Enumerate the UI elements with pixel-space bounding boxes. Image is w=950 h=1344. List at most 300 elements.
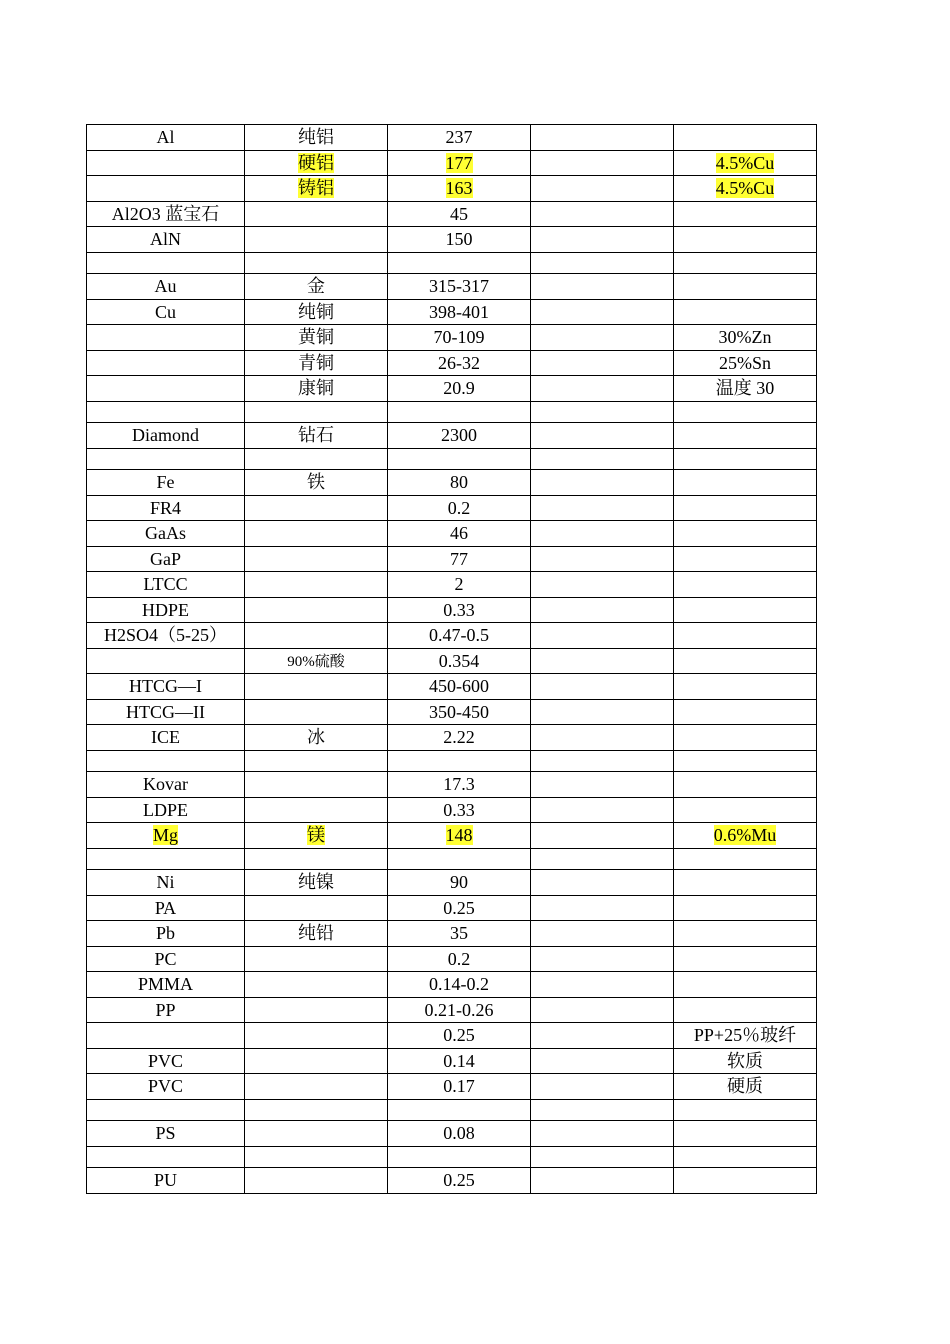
cell-blank xyxy=(531,1121,674,1147)
cell-blank xyxy=(531,848,674,870)
cell-material xyxy=(87,921,245,947)
cell-material xyxy=(87,895,245,921)
table-row xyxy=(87,376,817,402)
cell-text: PMMA xyxy=(137,974,194,995)
cell-material xyxy=(87,946,245,972)
cell-material xyxy=(87,1168,245,1194)
cell-chinese-name xyxy=(245,125,388,151)
cell-note xyxy=(674,750,817,772)
cell-material xyxy=(87,572,245,598)
cell-blank xyxy=(531,597,674,623)
cell-text: 4.5%Cu xyxy=(715,152,775,173)
table-row xyxy=(87,972,817,998)
cell-note xyxy=(674,972,817,998)
cell-chinese-name xyxy=(245,227,388,253)
cell-note xyxy=(674,521,817,547)
cell-text: 77 xyxy=(450,548,468,569)
cell-material xyxy=(87,521,245,547)
cell-text: 青铜 xyxy=(298,352,334,373)
cell-blank xyxy=(531,401,674,423)
cell-value xyxy=(388,623,531,649)
table-row xyxy=(87,797,817,823)
cell-blank xyxy=(531,201,674,227)
cell-text: Ni xyxy=(156,872,175,893)
cell-value xyxy=(388,921,531,947)
cell-note xyxy=(674,546,817,572)
cell-blank xyxy=(531,325,674,351)
cell-chinese-name xyxy=(245,699,388,725)
cell-material xyxy=(87,401,245,423)
cell-text: 163 xyxy=(445,178,473,199)
cell-material xyxy=(87,823,245,849)
cell-material xyxy=(87,376,245,402)
cell-value xyxy=(388,870,531,896)
cell-text: ICE xyxy=(151,727,180,748)
cell-text: Diamond xyxy=(132,425,199,446)
cell-value xyxy=(388,299,531,325)
material-conductivity-table xyxy=(86,124,817,1194)
spacer-row xyxy=(87,252,817,274)
cell-text: 0.6%Mu xyxy=(713,825,777,846)
cell-blank xyxy=(531,350,674,376)
cell-material xyxy=(87,997,245,1023)
cell-blank xyxy=(531,150,674,176)
cell-chinese-name xyxy=(245,997,388,1023)
cell-text: 90%硫酸 xyxy=(287,653,345,670)
cell-material xyxy=(87,1048,245,1074)
cell-value xyxy=(388,772,531,798)
cell-text: 30%Zn xyxy=(718,327,772,348)
cell-text: PS xyxy=(155,1123,176,1144)
cell-value xyxy=(388,1146,531,1168)
cell-material xyxy=(87,150,245,176)
cell-note xyxy=(674,848,817,870)
cell-blank xyxy=(531,895,674,921)
cell-value xyxy=(388,1168,531,1194)
cell-blank xyxy=(531,648,674,674)
cell-blank xyxy=(531,274,674,300)
cell-material xyxy=(87,597,245,623)
cell-chinese-name xyxy=(245,350,388,376)
cell-value xyxy=(388,699,531,725)
cell-text: 0.25 xyxy=(443,897,475,918)
cell-material xyxy=(87,1023,245,1049)
cell-text: Al xyxy=(156,127,175,148)
table-row xyxy=(87,521,817,547)
cell-note xyxy=(674,201,817,227)
cell-note xyxy=(674,648,817,674)
cell-material xyxy=(87,350,245,376)
cell-chinese-name xyxy=(245,274,388,300)
cell-chinese-name xyxy=(245,921,388,947)
cell-material xyxy=(87,448,245,470)
cell-text: 0.25 xyxy=(443,1025,475,1046)
cell-text: LDPE xyxy=(143,799,188,820)
cell-note xyxy=(674,1048,817,1074)
cell-note xyxy=(674,823,817,849)
table-row xyxy=(87,946,817,972)
table-row xyxy=(87,1168,817,1194)
cell-chinese-name xyxy=(245,1074,388,1100)
cell-blank xyxy=(531,921,674,947)
cell-text: 0.33 xyxy=(443,799,475,820)
table-row xyxy=(87,201,817,227)
cell-chinese-name xyxy=(245,495,388,521)
cell-note xyxy=(674,423,817,449)
cell-text: Au xyxy=(154,276,177,297)
cell-material xyxy=(87,797,245,823)
cell-text: 纯铜 xyxy=(298,301,334,322)
cell-blank xyxy=(531,176,674,202)
cell-note xyxy=(674,376,817,402)
table-row xyxy=(87,895,817,921)
cell-blank xyxy=(531,125,674,151)
cell-value xyxy=(388,521,531,547)
table-row xyxy=(87,350,817,376)
cell-material xyxy=(87,1099,245,1121)
cell-value xyxy=(388,1121,531,1147)
cell-chinese-name xyxy=(245,470,388,496)
cell-text: 2 xyxy=(454,574,464,595)
cell-text: 26-32 xyxy=(438,352,480,373)
cell-text: GaP xyxy=(150,548,181,569)
cell-chinese-name xyxy=(245,597,388,623)
cell-value xyxy=(388,546,531,572)
cell-blank xyxy=(531,725,674,751)
cell-note xyxy=(674,572,817,598)
cell-value xyxy=(388,470,531,496)
cell-note xyxy=(674,1168,817,1194)
cell-blank xyxy=(531,623,674,649)
cell-note xyxy=(674,797,817,823)
cell-value xyxy=(388,725,531,751)
cell-material xyxy=(87,201,245,227)
cell-text: 0.2 xyxy=(447,497,471,518)
cell-text: 398-401 xyxy=(429,301,489,322)
cell-text: 冰 xyxy=(307,727,325,748)
cell-blank xyxy=(531,423,674,449)
cell-value xyxy=(388,997,531,1023)
cell-chinese-name xyxy=(245,648,388,674)
cell-chinese-name xyxy=(245,1121,388,1147)
cell-text: 铁 xyxy=(307,472,325,493)
table-row xyxy=(87,1048,817,1074)
cell-text: 纯铅 xyxy=(298,923,334,944)
cell-chinese-name xyxy=(245,1048,388,1074)
cell-note xyxy=(674,1146,817,1168)
cell-text: 纯铝 xyxy=(298,127,334,148)
cell-blank xyxy=(531,252,674,274)
cell-text: 70-109 xyxy=(433,327,485,348)
cell-blank xyxy=(531,448,674,470)
cell-value xyxy=(388,797,531,823)
cell-material xyxy=(87,972,245,998)
spacer-row xyxy=(87,448,817,470)
cell-text: 315-317 xyxy=(429,276,489,297)
cell-text: 康铜 xyxy=(298,378,334,399)
cell-text: 90 xyxy=(450,872,468,893)
cell-blank xyxy=(531,1048,674,1074)
cell-value xyxy=(388,848,531,870)
cell-text: 0.17 xyxy=(443,1076,475,1097)
table-row xyxy=(87,997,817,1023)
cell-material xyxy=(87,1121,245,1147)
cell-chinese-name xyxy=(245,1099,388,1121)
cell-blank xyxy=(531,227,674,253)
cell-blank xyxy=(531,797,674,823)
cell-text: HTCG—I xyxy=(129,676,202,697)
cell-blank xyxy=(531,972,674,998)
table-row xyxy=(87,870,817,896)
cell-text: 镁 xyxy=(307,825,325,846)
cell-text: PP+25％玻纤 xyxy=(693,1025,797,1046)
table-row xyxy=(87,546,817,572)
table-row xyxy=(87,325,817,351)
cell-chinese-name xyxy=(245,376,388,402)
cell-chinese-name xyxy=(245,870,388,896)
cell-chinese-name xyxy=(245,1023,388,1049)
table-row xyxy=(87,921,817,947)
spacer-row xyxy=(87,750,817,772)
cell-value xyxy=(388,495,531,521)
cell-text: 46 xyxy=(450,523,468,544)
cell-note xyxy=(674,1074,817,1100)
cell-material xyxy=(87,623,245,649)
cell-text: 铸铝 xyxy=(298,178,334,199)
cell-value xyxy=(388,376,531,402)
cell-value xyxy=(388,1074,531,1100)
cell-text: 0.33 xyxy=(443,599,475,620)
cell-material xyxy=(87,648,245,674)
cell-note xyxy=(674,125,817,151)
cell-text: Mg xyxy=(152,825,178,846)
cell-text: 温度 30 xyxy=(715,378,775,399)
cell-text: 2.22 xyxy=(443,727,475,748)
cell-value xyxy=(388,674,531,700)
cell-text: 0.25 xyxy=(443,1170,475,1191)
cell-note xyxy=(674,674,817,700)
spacer-row xyxy=(87,1146,817,1168)
table-row xyxy=(87,674,817,700)
cell-note xyxy=(674,252,817,274)
table-row xyxy=(87,125,817,151)
table-row xyxy=(87,1074,817,1100)
cell-value xyxy=(388,946,531,972)
table-row xyxy=(87,176,817,202)
table-row xyxy=(87,423,817,449)
spacer-row xyxy=(87,848,817,870)
cell-chinese-name xyxy=(245,946,388,972)
cell-material xyxy=(87,870,245,896)
cell-material xyxy=(87,325,245,351)
cell-text: 黄铜 xyxy=(298,327,334,348)
cell-material xyxy=(87,699,245,725)
spacer-row xyxy=(87,1099,817,1121)
cell-note xyxy=(674,470,817,496)
table-row xyxy=(87,623,817,649)
cell-value xyxy=(388,150,531,176)
cell-chinese-name xyxy=(245,572,388,598)
cell-note xyxy=(674,597,817,623)
cell-note xyxy=(674,495,817,521)
cell-blank xyxy=(531,1168,674,1194)
cell-text: GaAs xyxy=(145,523,186,544)
table-row xyxy=(87,725,817,751)
cell-blank xyxy=(531,1074,674,1100)
cell-text: PA xyxy=(154,897,177,918)
cell-text: PVC xyxy=(147,1076,183,1097)
cell-value xyxy=(388,572,531,598)
cell-chinese-name xyxy=(245,176,388,202)
cell-note xyxy=(674,401,817,423)
table-row xyxy=(87,227,817,253)
cell-value xyxy=(388,597,531,623)
cell-text: 0.14-0.2 xyxy=(429,974,489,995)
cell-material xyxy=(87,125,245,151)
cell-text: 硬铝 xyxy=(298,152,334,173)
cell-text: 177 xyxy=(445,152,473,173)
cell-note xyxy=(674,350,817,376)
cell-chinese-name xyxy=(245,401,388,423)
cell-chinese-name xyxy=(245,423,388,449)
cell-note xyxy=(674,921,817,947)
cell-chinese-name xyxy=(245,772,388,798)
cell-blank xyxy=(531,1099,674,1121)
table-body xyxy=(87,125,817,1194)
cell-text: 148 xyxy=(445,825,473,846)
cell-note xyxy=(674,150,817,176)
cell-blank xyxy=(531,546,674,572)
cell-chinese-name xyxy=(245,797,388,823)
cell-note xyxy=(674,997,817,1023)
table-row xyxy=(87,823,817,849)
cell-text: 450-600 xyxy=(429,676,489,697)
cell-text: PVC xyxy=(147,1050,183,1071)
cell-text: HTCG—II xyxy=(126,701,205,722)
cell-value xyxy=(388,325,531,351)
cell-value xyxy=(388,227,531,253)
cell-chinese-name xyxy=(245,252,388,274)
cell-text: Cu xyxy=(154,301,176,322)
cell-text: 金 xyxy=(307,276,325,297)
cell-value xyxy=(388,750,531,772)
cell-blank xyxy=(531,750,674,772)
cell-value xyxy=(388,972,531,998)
cell-chinese-name xyxy=(245,1168,388,1194)
cell-chinese-name xyxy=(245,895,388,921)
cell-value xyxy=(388,201,531,227)
cell-value xyxy=(388,125,531,151)
cell-text: PP xyxy=(155,999,176,1020)
cell-material xyxy=(87,252,245,274)
cell-blank xyxy=(531,1023,674,1049)
cell-material xyxy=(87,750,245,772)
cell-note xyxy=(674,699,817,725)
cell-text: 2300 xyxy=(441,425,477,446)
cell-note xyxy=(674,1121,817,1147)
cell-material xyxy=(87,495,245,521)
cell-blank xyxy=(531,870,674,896)
cell-note xyxy=(674,946,817,972)
cell-text: 硬质 xyxy=(727,1076,763,1097)
table-row xyxy=(87,597,817,623)
cell-text: 钻石 xyxy=(298,425,334,446)
cell-blank xyxy=(531,299,674,325)
cell-material xyxy=(87,1074,245,1100)
cell-text: 35 xyxy=(450,923,468,944)
cell-note xyxy=(674,274,817,300)
cell-material xyxy=(87,546,245,572)
cell-chinese-name xyxy=(245,299,388,325)
cell-note xyxy=(674,1099,817,1121)
cell-text: PU xyxy=(153,1170,177,1191)
spacer-row xyxy=(87,401,817,423)
cell-value xyxy=(388,1099,531,1121)
table-row xyxy=(87,150,817,176)
cell-chinese-name xyxy=(245,325,388,351)
cell-note xyxy=(674,1023,817,1049)
cell-text: 0.2 xyxy=(447,948,471,969)
cell-value xyxy=(388,823,531,849)
cell-note xyxy=(674,895,817,921)
cell-material xyxy=(87,227,245,253)
cell-text: 0.47-0.5 xyxy=(429,625,489,646)
table-row xyxy=(87,299,817,325)
cell-material xyxy=(87,274,245,300)
cell-blank xyxy=(531,674,674,700)
cell-text: 0.21-0.26 xyxy=(424,999,494,1020)
cell-material xyxy=(87,1146,245,1168)
cell-note xyxy=(674,176,817,202)
cell-text: 80 xyxy=(450,472,468,493)
cell-text: 软质 xyxy=(727,1050,763,1071)
table-row xyxy=(87,772,817,798)
cell-chinese-name xyxy=(245,848,388,870)
cell-chinese-name xyxy=(245,1146,388,1168)
cell-chinese-name xyxy=(245,674,388,700)
cell-note xyxy=(674,725,817,751)
cell-note xyxy=(674,870,817,896)
cell-value xyxy=(388,423,531,449)
table-row xyxy=(87,699,817,725)
cell-value xyxy=(388,1023,531,1049)
cell-text: Kovar xyxy=(143,774,188,795)
cell-material xyxy=(87,423,245,449)
cell-blank xyxy=(531,521,674,547)
cell-chinese-name xyxy=(245,546,388,572)
cell-note xyxy=(674,325,817,351)
cell-value xyxy=(388,350,531,376)
cell-blank xyxy=(531,495,674,521)
cell-blank xyxy=(531,376,674,402)
cell-value xyxy=(388,895,531,921)
cell-chinese-name xyxy=(245,972,388,998)
cell-material xyxy=(87,848,245,870)
cell-chinese-name xyxy=(245,823,388,849)
cell-chinese-name xyxy=(245,448,388,470)
cell-value xyxy=(388,648,531,674)
cell-text: H2SO4（5-25） xyxy=(103,625,227,646)
cell-material xyxy=(87,725,245,751)
cell-text: AlN xyxy=(150,229,181,250)
table-row xyxy=(87,648,817,674)
cell-blank xyxy=(531,823,674,849)
cell-text: 350-450 xyxy=(429,701,489,722)
table-row xyxy=(87,274,817,300)
cell-text: PC xyxy=(154,948,177,969)
cell-text: 17.3 xyxy=(443,774,475,795)
table-row xyxy=(87,1121,817,1147)
